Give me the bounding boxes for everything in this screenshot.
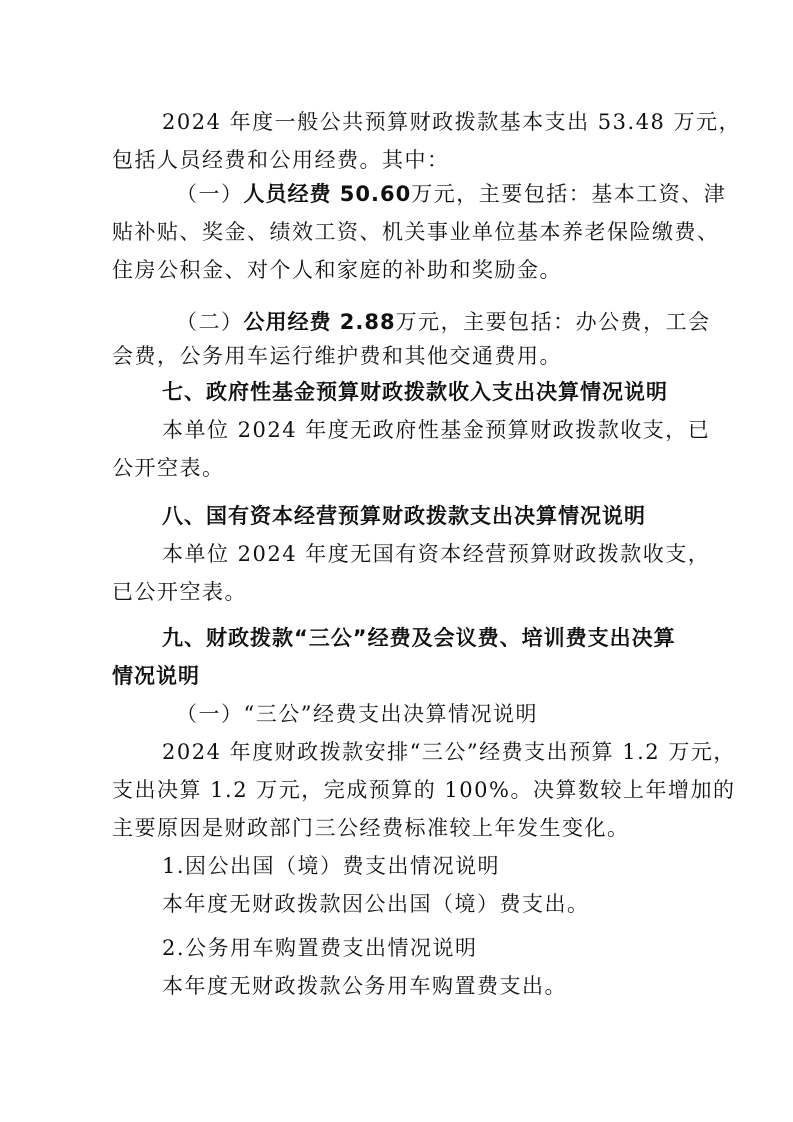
section-heading-8: 八、国有资本经营预算财政拨款支出决算情况说明	[162, 504, 646, 528]
paragraph-line: 2024 年度一般公共预算财政拨款基本支出 53.48 万元，	[162, 110, 742, 134]
list-marker: （一）	[176, 182, 244, 206]
paragraph-line: 公开空表。	[112, 456, 225, 480]
paragraph-line: 已公开空表。	[112, 580, 247, 604]
subheading-three-public: （一）“三公”经费支出决算情况说明	[176, 702, 538, 726]
paragraph-line: 主要原因是财政部门三公经费标准较上年发生变化。	[112, 816, 630, 840]
bold-term-personnel-funds: 人员经费 50.60	[243, 182, 412, 206]
paragraph-line: 会费，公务用车运行维护费和其他交通费用。	[112, 344, 562, 368]
paragraph-line: 2024 年度财政拨款安排“三公”经费支出预算 1.2 万元，	[162, 740, 736, 764]
item-heading-overseas: 1.因公出国（境）费支出情况说明	[162, 854, 501, 878]
item-heading-vehicle-purchase: 2.公务用车购置费支出情况说明	[162, 936, 478, 960]
section-heading-9: 九、财政拨款“三公”经费及会议费、培训费支出决算	[162, 626, 676, 650]
paragraph-text: 万元，主要包括：办公费，工会	[395, 310, 711, 334]
paragraph-text: 万元，主要包括：基本工资、津	[411, 182, 727, 206]
paragraph-line: 本单位 2024 年度无政府性基金预算财政拨款收支，已	[162, 418, 711, 442]
paragraph-line: 支出决算 1.2 万元，完成预算的 100%。决算数较上年增加的	[112, 778, 736, 802]
paragraph-public-funds	[176, 309, 711, 335]
paragraph-line: 住房公积金、对个人和家庭的补助和奖励金。	[112, 258, 562, 282]
paragraph-line: 本单位 2024 年度无国有资本经营预算财政拨款收支，	[162, 542, 711, 566]
paragraph-personnel-funds	[176, 181, 726, 207]
paragraph-line: 包括人员经费和公用经费。其中：	[112, 148, 450, 172]
paragraph-line: 本年度无财政拨款公务用车购置费支出。	[162, 974, 567, 998]
section-heading-7: 七、政府性基金预算财政拨款收入支出决算情况说明	[162, 380, 668, 404]
section-heading-9-cont: 情况说明	[112, 664, 200, 688]
paragraph-line: 本年度无财政拨款因公出国（境）费支出。	[162, 892, 590, 916]
paragraph-line: 贴补贴、奖金、绩效工资、机关事业单位基本养老保险缴费、	[112, 220, 720, 244]
list-marker: （二）	[176, 310, 244, 334]
bold-term-public-funds: 公用经费 2.88	[243, 310, 396, 334]
